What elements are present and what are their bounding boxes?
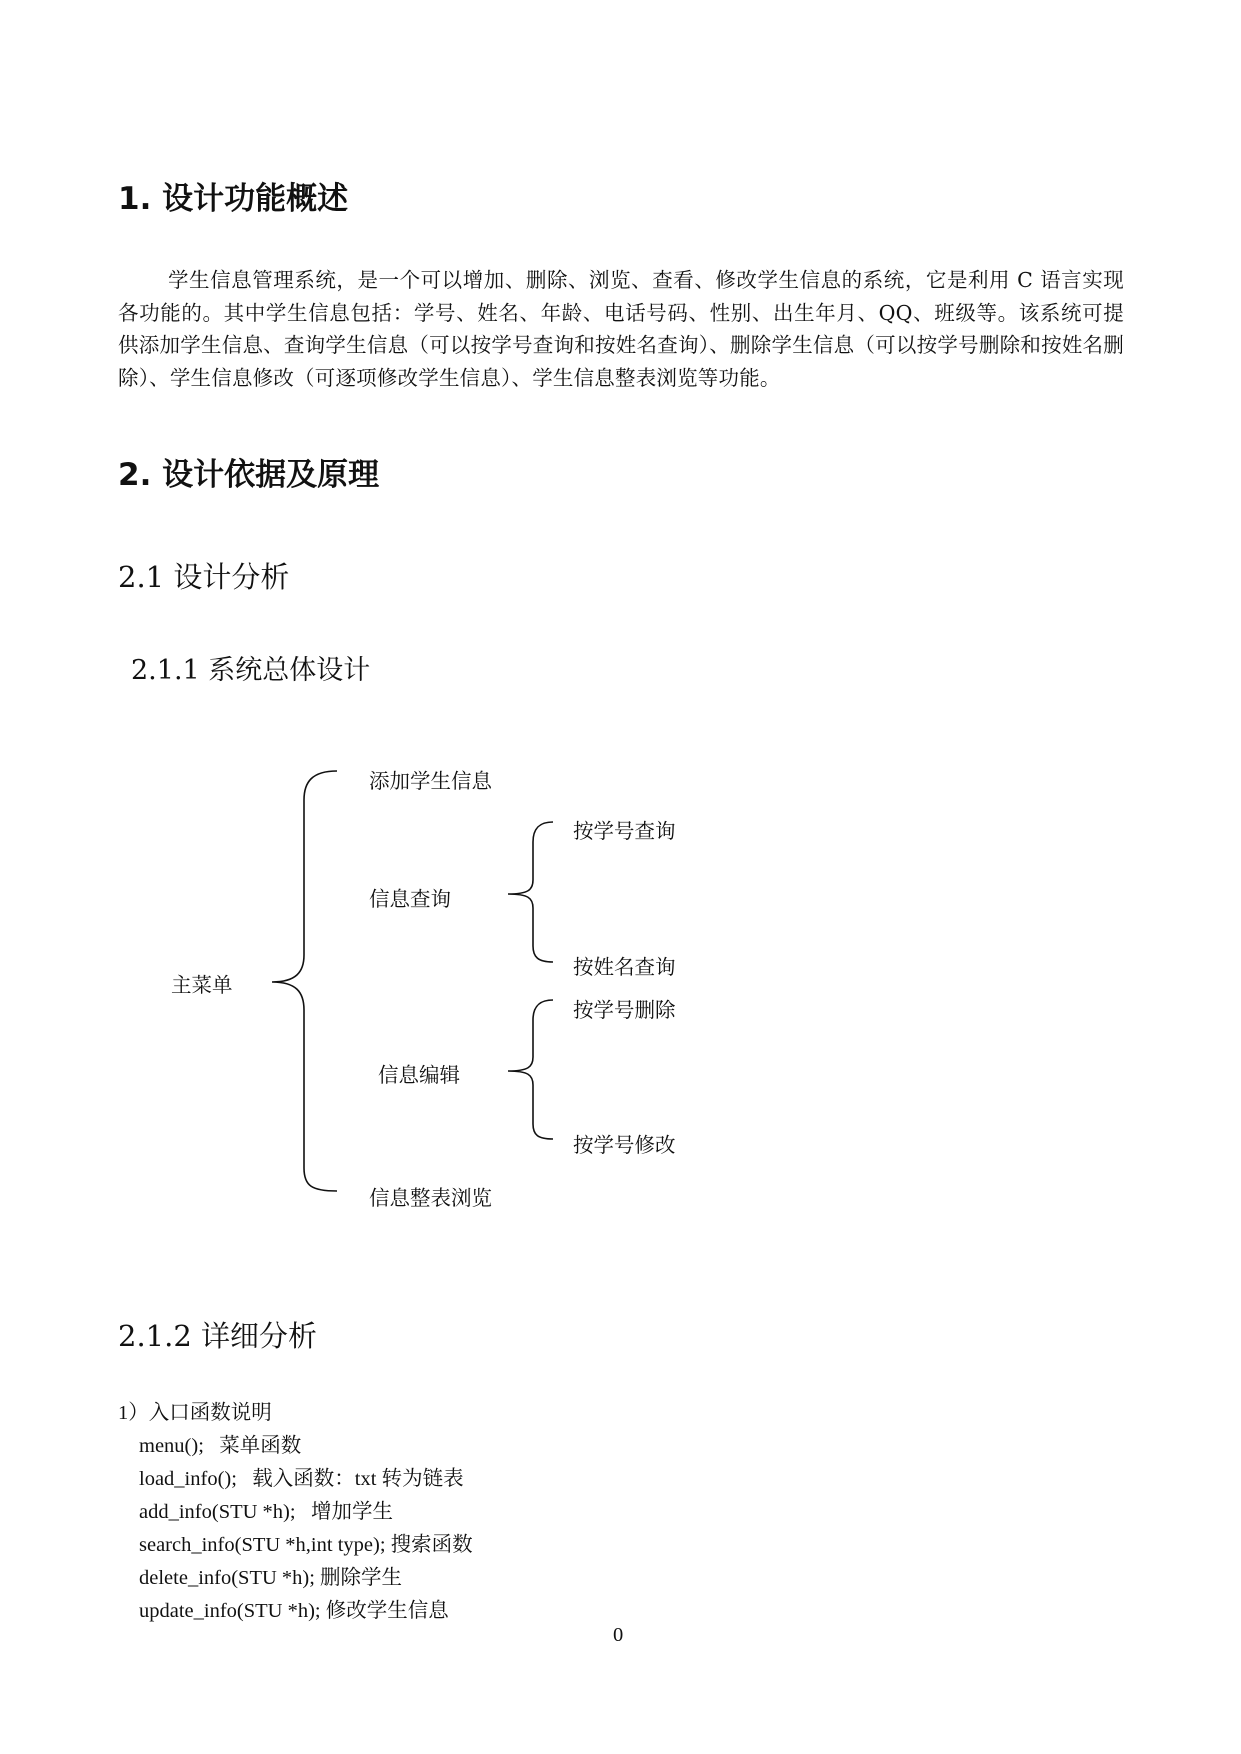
- diagram-query-by-name: 按姓名查询: [573, 955, 676, 979]
- function-signature: menu();: [139, 1435, 204, 1457]
- function-line: [139, 1527, 473, 1557]
- function-signature: search_info(STU *h,int type);: [139, 1534, 386, 1556]
- function-description: 删除学生: [320, 1567, 403, 1589]
- diagram-info-query: 信息查询: [369, 887, 451, 911]
- section-1-title: 1. 设计功能概述: [118, 181, 349, 217]
- edit-brace: [508, 1000, 553, 1139]
- function-line: [139, 1560, 402, 1590]
- function-line: [139, 1428, 301, 1458]
- query-brace: [508, 822, 553, 962]
- section-2-title: 2. 设计依据及原理: [118, 457, 380, 493]
- diagram-info-edit: 信息编辑: [378, 1063, 460, 1087]
- function-signature: load_info();: [139, 1468, 237, 1490]
- function-signature: update_info(STU *h);: [139, 1600, 321, 1622]
- function-description: 载入函数：txt 转为链表: [252, 1468, 464, 1490]
- function-description: 搜索函数: [390, 1534, 473, 1556]
- function-description: 菜单函数: [219, 1435, 302, 1457]
- diagram-modify-by-id: 按学号修改: [573, 1133, 676, 1157]
- section-2-1-1-title: 2.1.1 系统总体设计: [131, 655, 371, 686]
- diagram-query-by-id: 按学号查询: [573, 819, 676, 843]
- section-2-1-title: 2.1 设计分析: [118, 560, 290, 594]
- function-signature: add_info(STU *h);: [139, 1501, 296, 1523]
- function-signature: delete_info(STU *h);: [139, 1567, 315, 1589]
- function-line: [139, 1494, 393, 1524]
- diagram-browse-all: 信息整表浏览: [369, 1186, 492, 1210]
- main-brace: [272, 771, 337, 1191]
- function-line: [139, 1461, 464, 1491]
- diagram-add-student: 添加学生信息: [369, 769, 492, 793]
- section-1-paragraph: 学生信息管理系统，是一个可以增加、删除、浏览、查看、修改学生信息的系统，它是利用 C 语言实现各功能的。其中学生信息包括：学号、姓名、年龄、电话号码、性别、出生年月、QQ、班级等。该系统可提供添加学生信息、查询学生信息（可以按学号查询和按姓名查询）、删除学生信息（可以按学号删除和按姓名删除）、学生信息修改（可逐项修改学生信息）、学生信息整表浏览等功能。: [118, 268, 1124, 390]
- function-description: 修改学生信息: [325, 1600, 449, 1622]
- functions-heading: 1）入口函数说明: [118, 1402, 272, 1424]
- function-description: 增加学生: [310, 1501, 393, 1523]
- diagram-delete-by-id: 按学号删除: [573, 998, 676, 1022]
- function-line: [139, 1593, 449, 1623]
- section-2-1-2-title: 2.1.2 详细分析: [118, 1319, 318, 1353]
- page-number: 0: [613, 1624, 624, 1646]
- diagram-root: 主菜单: [171, 973, 233, 997]
